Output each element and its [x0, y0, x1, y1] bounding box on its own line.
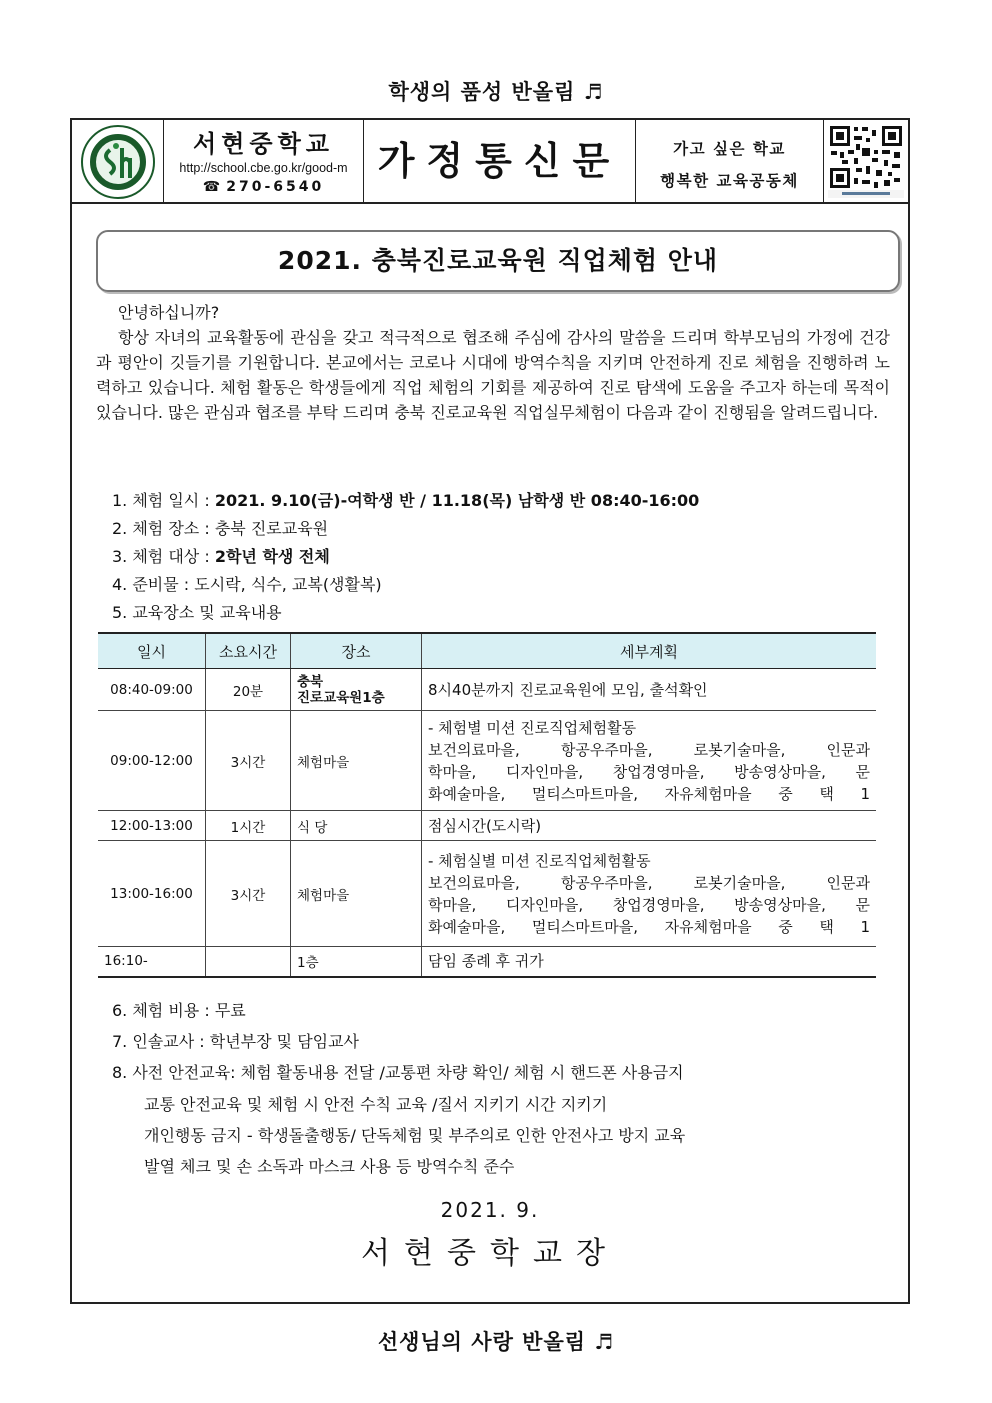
- cell-time: 16:10-: [98, 947, 206, 977]
- info-item-date: 1. 체험 일시 : 2021. 9.10(금)-여학생 반 / 11.18(목) 남학생 반 08:40-16:00: [112, 491, 700, 510]
- table-row: [98, 669, 876, 711]
- cell-detail: - 체험실별 미션 진로직업체험활동 보건의료마을, 항공우주마을, 로봇기술마을, 인문과 학마을, 디자인마을, 창업경영마을, 방송영상마을, 문 화예술마을, 멀티스마트마을, 자유체험마을 중 택 1: [422, 841, 877, 947]
- newsletter-title-cell: [364, 120, 636, 202]
- info-item-supplies: 4. 준비물 : 도시락, 식수, 교복(생활복): [112, 575, 382, 594]
- col-header-place: 장소: [291, 633, 422, 669]
- school-url[interactable]: http://school.cbe.go.kr/good-m: [179, 161, 348, 175]
- info-item-target-value: 2학년 학생 전체: [214, 547, 330, 566]
- table-row: [98, 811, 876, 841]
- schedule-header-row: [98, 633, 876, 669]
- cell-detail: 점심시간(도시락): [422, 811, 877, 841]
- school-phone: [164, 179, 363, 195]
- table-row: [98, 841, 876, 947]
- principal-signature: 서현중학교장: [361, 1236, 619, 1271]
- phone-number: 270-6540: [226, 179, 325, 195]
- schedule-table: [98, 632, 876, 978]
- newsletter-title: 가정통신문: [377, 139, 622, 183]
- info-item-place: 2. 체험 장소 : 충북 진로교육원: [112, 519, 329, 538]
- cell-time: 12:00-13:00: [98, 811, 206, 841]
- table-row: [98, 711, 876, 811]
- slogan-cell: [636, 120, 824, 202]
- info-item-content: 5. 교육장소 및 교육내용: [112, 603, 282, 622]
- cell-duration: 3시간: [206, 841, 291, 947]
- safety-line-3: 개인행동 금지 - 학생돌출행동/ 단독체험 및 부주의로 인한 안전사고 방지 교육: [144, 1126, 686, 1145]
- cell-place: 체험마을: [291, 841, 422, 947]
- newsletter-header: [72, 120, 908, 204]
- school-info-cell: [164, 120, 364, 202]
- cell-detail: - 체험별 미션 진로직업체험활동 보건의료마을, 항공우주마을, 로봇기술마을, 인문과 학마을, 디자인마을, 창업경영마을, 방송영상마을, 문 화예술마을, 멀티스마트마을, 자유체험마을 중 택 1: [422, 711, 877, 811]
- cell-duration: 20분: [206, 669, 291, 711]
- cell-duration: 3시간: [206, 711, 291, 811]
- greeting: 안녕하십니까?: [118, 303, 220, 322]
- school-logo-icon: [80, 124, 156, 200]
- school-name: 서현중학교: [193, 130, 334, 158]
- cell-duration: [206, 947, 291, 977]
- info-item-teacher: 7. 인솔교사 : 학년부장 및 담임교사: [112, 1032, 360, 1051]
- school-logo-cell: [72, 120, 164, 202]
- issue-date: 2021. 9.: [440, 1198, 540, 1222]
- top-motto: 학생의 품성 반올림 ♬: [388, 79, 604, 104]
- cell-place: 식 당: [291, 811, 422, 841]
- notice-title: 2021. 충북진로교육원 직업체험 안내: [277, 246, 719, 275]
- cell-time: 13:00-16:00: [98, 841, 206, 947]
- cell-duration: 1시간: [206, 811, 291, 841]
- slogan-line-2: 행복한 교육공동체: [660, 171, 799, 190]
- safety-line-2: 교통 안전교육 및 체험 시 안전 수칙 교육 /질서 지키기 시간 지키기: [144, 1095, 608, 1114]
- cell-place: 충북 진로교육원1층: [291, 669, 422, 711]
- info-item-target: 3. 체험 대상 : 2학년 학생 전체: [112, 547, 330, 566]
- notice-title-box: [96, 230, 900, 292]
- info-item-cost: 6. 체험 비용 : 무료: [112, 1001, 246, 1020]
- cell-place: 체험마을: [291, 711, 422, 811]
- cell-time: 09:00-12:00: [98, 711, 206, 811]
- col-header-duration: 소요시간: [206, 633, 291, 669]
- bottom-motto: 선생님의 사랑 반올림 ♬: [377, 1329, 615, 1354]
- newsletter-frame: [70, 118, 910, 1304]
- telephone-icon: ☎: [202, 179, 224, 195]
- table-row: [98, 947, 876, 977]
- cell-place: 1층: [291, 947, 422, 977]
- slogan-line-1: 가고 싶은 학교: [673, 139, 786, 158]
- info-item-safety: 8. 사전 안전교육: 체험 활동내용 전달 /교통편 차량 확인/ 체험 시 핸드폰 사용금지: [112, 1063, 684, 1082]
- col-header-time: 일시: [98, 633, 206, 669]
- intro-paragraph: 항상 자녀의 교육활동에 관심을 갖고 적극적으로 협조해 주심에 감사의 말씀을 드리며 학부모님의 가정에 건강과 평안이 깃들기를 기원합니다. 본교에서는 코로나 시대에 방역수칙을 지키며 안전하게 진로 체험을 진행하려 노력하고 있습니다. 체험 활동은 학생들에게 직업 체험의 기회를 제공하여 진로 탐색에 도움을 주고자 하는데 목적이 있습니다. 많은 관심과 협조를 부탁 드리며 충북 진로교육원 직업실무체험이 다음과 같이 진행됨을 알려드립니다.: [96, 328, 890, 422]
- qr-code-icon[interactable]: [828, 124, 904, 198]
- safety-line-4: 발열 체크 및 손 소독과 마스크 사용 등 방역수칙 준수: [144, 1157, 515, 1176]
- cell-time: 08:40-09:00: [98, 669, 206, 711]
- cell-detail: 담임 종례 후 귀가: [422, 947, 877, 977]
- info-item-date-value: 2021. 9.10(금)-여학생 반 / 11.18(목) 남학생 반 08:40-16:00: [214, 491, 700, 510]
- qr-cell: [824, 120, 908, 202]
- col-header-detail: 세부계획: [422, 633, 877, 669]
- cell-detail: 8시40분까지 진로교육원에 모임, 출석확인: [422, 669, 877, 711]
